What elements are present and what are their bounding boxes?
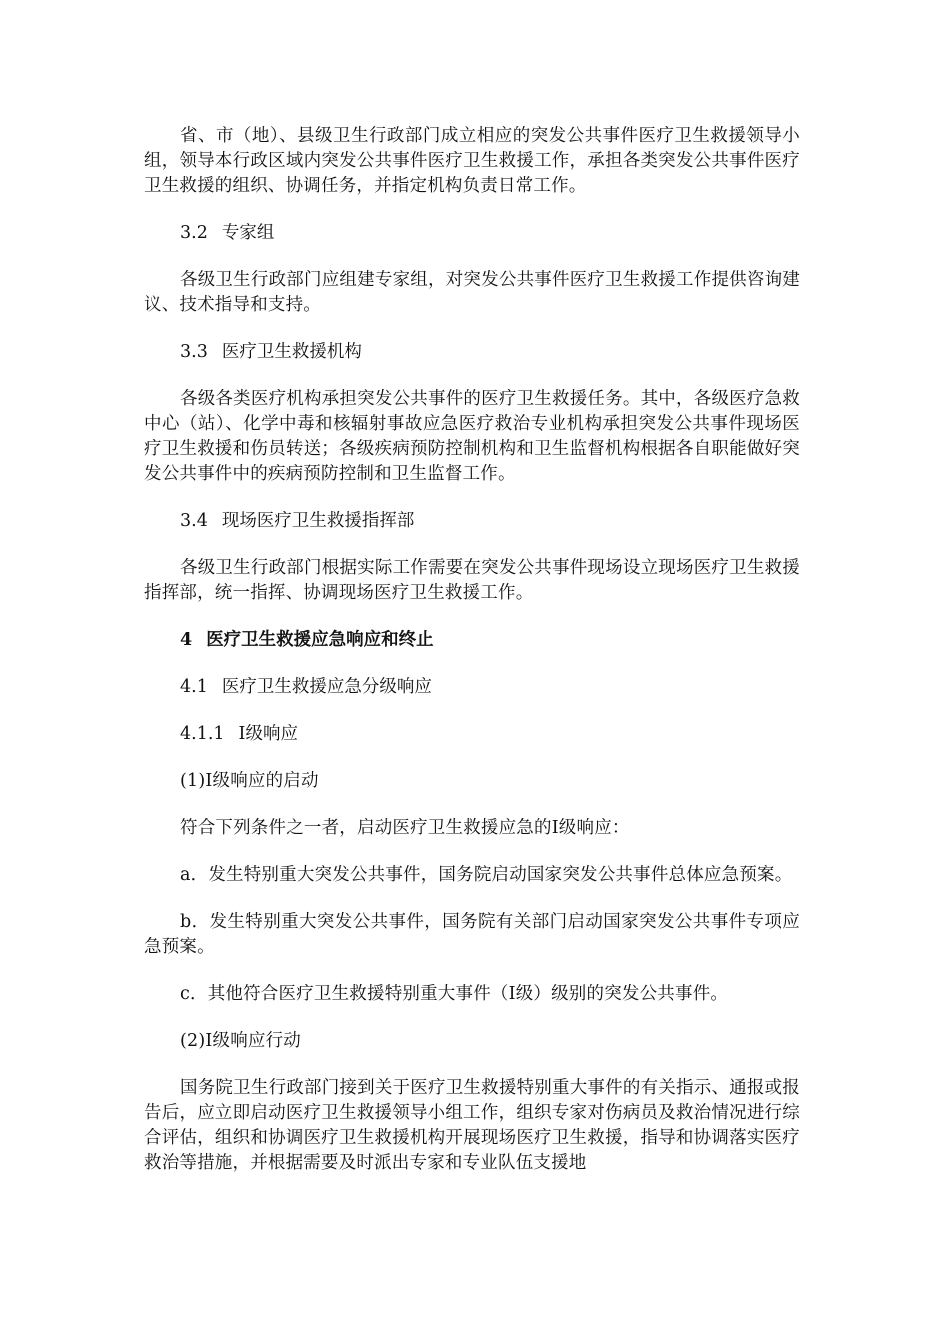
paragraph: 符合下列条件之一者，启动医疗卫生救援应急的Ⅰ级响应： <box>180 818 630 838</box>
paragraph: 各级卫生行政部门应组建专家组，对突发公共事件医疗卫生救援工作提供咨询建议、技术指导和支持。 <box>144 270 800 315</box>
section-title: 专家组 <box>221 223 275 243</box>
list-item-a: a．发生特别重大突发公共事件，国务院启动国家突发公共事件总体应急预案。 <box>180 865 793 885</box>
list-item-b: b．发生特别重大突发公共事件，国务院有关部门启动国家突发公共事件专项应急预案。 <box>144 912 800 957</box>
list-item-c: c．其他符合医疗卫生救援特别重大事件（Ⅰ级）级别的突发公共事件。 <box>180 984 729 1004</box>
section-number: 3.3 <box>180 342 208 362</box>
section-number: 3.4 <box>180 511 208 531</box>
chapter-heading-4 <box>144 628 800 653</box>
section-heading-4-1-1 <box>144 722 800 747</box>
section-title: 现场医疗卫生救援指挥部 <box>221 511 415 531</box>
paragraph: (1)Ⅰ级响应的启动 <box>180 771 319 791</box>
paragraph: 国务院卫生行政部门接到关于医疗卫生救援特别重大事件的有关指示、通报或报告后，应立即启动医疗卫生救援领导小组工作，组织专家对伤病员及救治情况进行综合评估，组织和协调医疗卫生救援机构开展现场医疗卫生救援，指导和协调落实医疗救治等措施，并根据需要及时派出专家和专业队伍支援地 <box>144 1078 800 1173</box>
section-number: 4.1.1 <box>180 724 225 744</box>
chapter-title: 医疗卫生救援应急响应和终止 <box>206 630 434 650</box>
paragraph: 各级卫生行政部门根据实际工作需要在突发公共事件现场设立现场医疗卫生救援指挥部，统一指挥、协调现场医疗卫生救援工作。 <box>144 558 800 603</box>
section-heading-3-3 <box>144 340 800 365</box>
chapter-number: 4 <box>180 630 193 650</box>
section-heading-3-4 <box>144 509 800 534</box>
section-title: 医疗卫生救援应急分级响应 <box>221 677 432 697</box>
paragraph: (2)Ⅰ级响应行动 <box>180 1031 302 1051</box>
section-title: Ⅰ级响应 <box>238 724 298 744</box>
paragraph: 各级各类医疗机构承担突发公共事件的医疗卫生救援任务。其中，各级医疗急救中心（站）、化学中毒和核辐射事故应急医疗救治专业机构承担突发公共事件现场医疗卫生救援和伤员转送；各级疾病预防控制机构和卫生监督机构根据各自职能做好突发公共事件中的疾病预防控制和卫生监督工作。 <box>144 389 800 484</box>
section-number: 4.1 <box>180 677 208 697</box>
section-heading-4-1 <box>144 675 800 700</box>
section-heading-3-2 <box>144 221 800 246</box>
section-title: 医疗卫生救援机构 <box>221 342 362 362</box>
section-number: 3.2 <box>180 223 208 243</box>
paragraph: 省、市（地）、县级卫生行政部门成立相应的突发公共事件医疗卫生救援领导小组，领导本行政区域内突发公共事件医疗卫生救援工作，承担各类突发公共事件医疗卫生救援的组织、协调任务，并指定机构负责日常工作。 <box>144 126 800 196</box>
